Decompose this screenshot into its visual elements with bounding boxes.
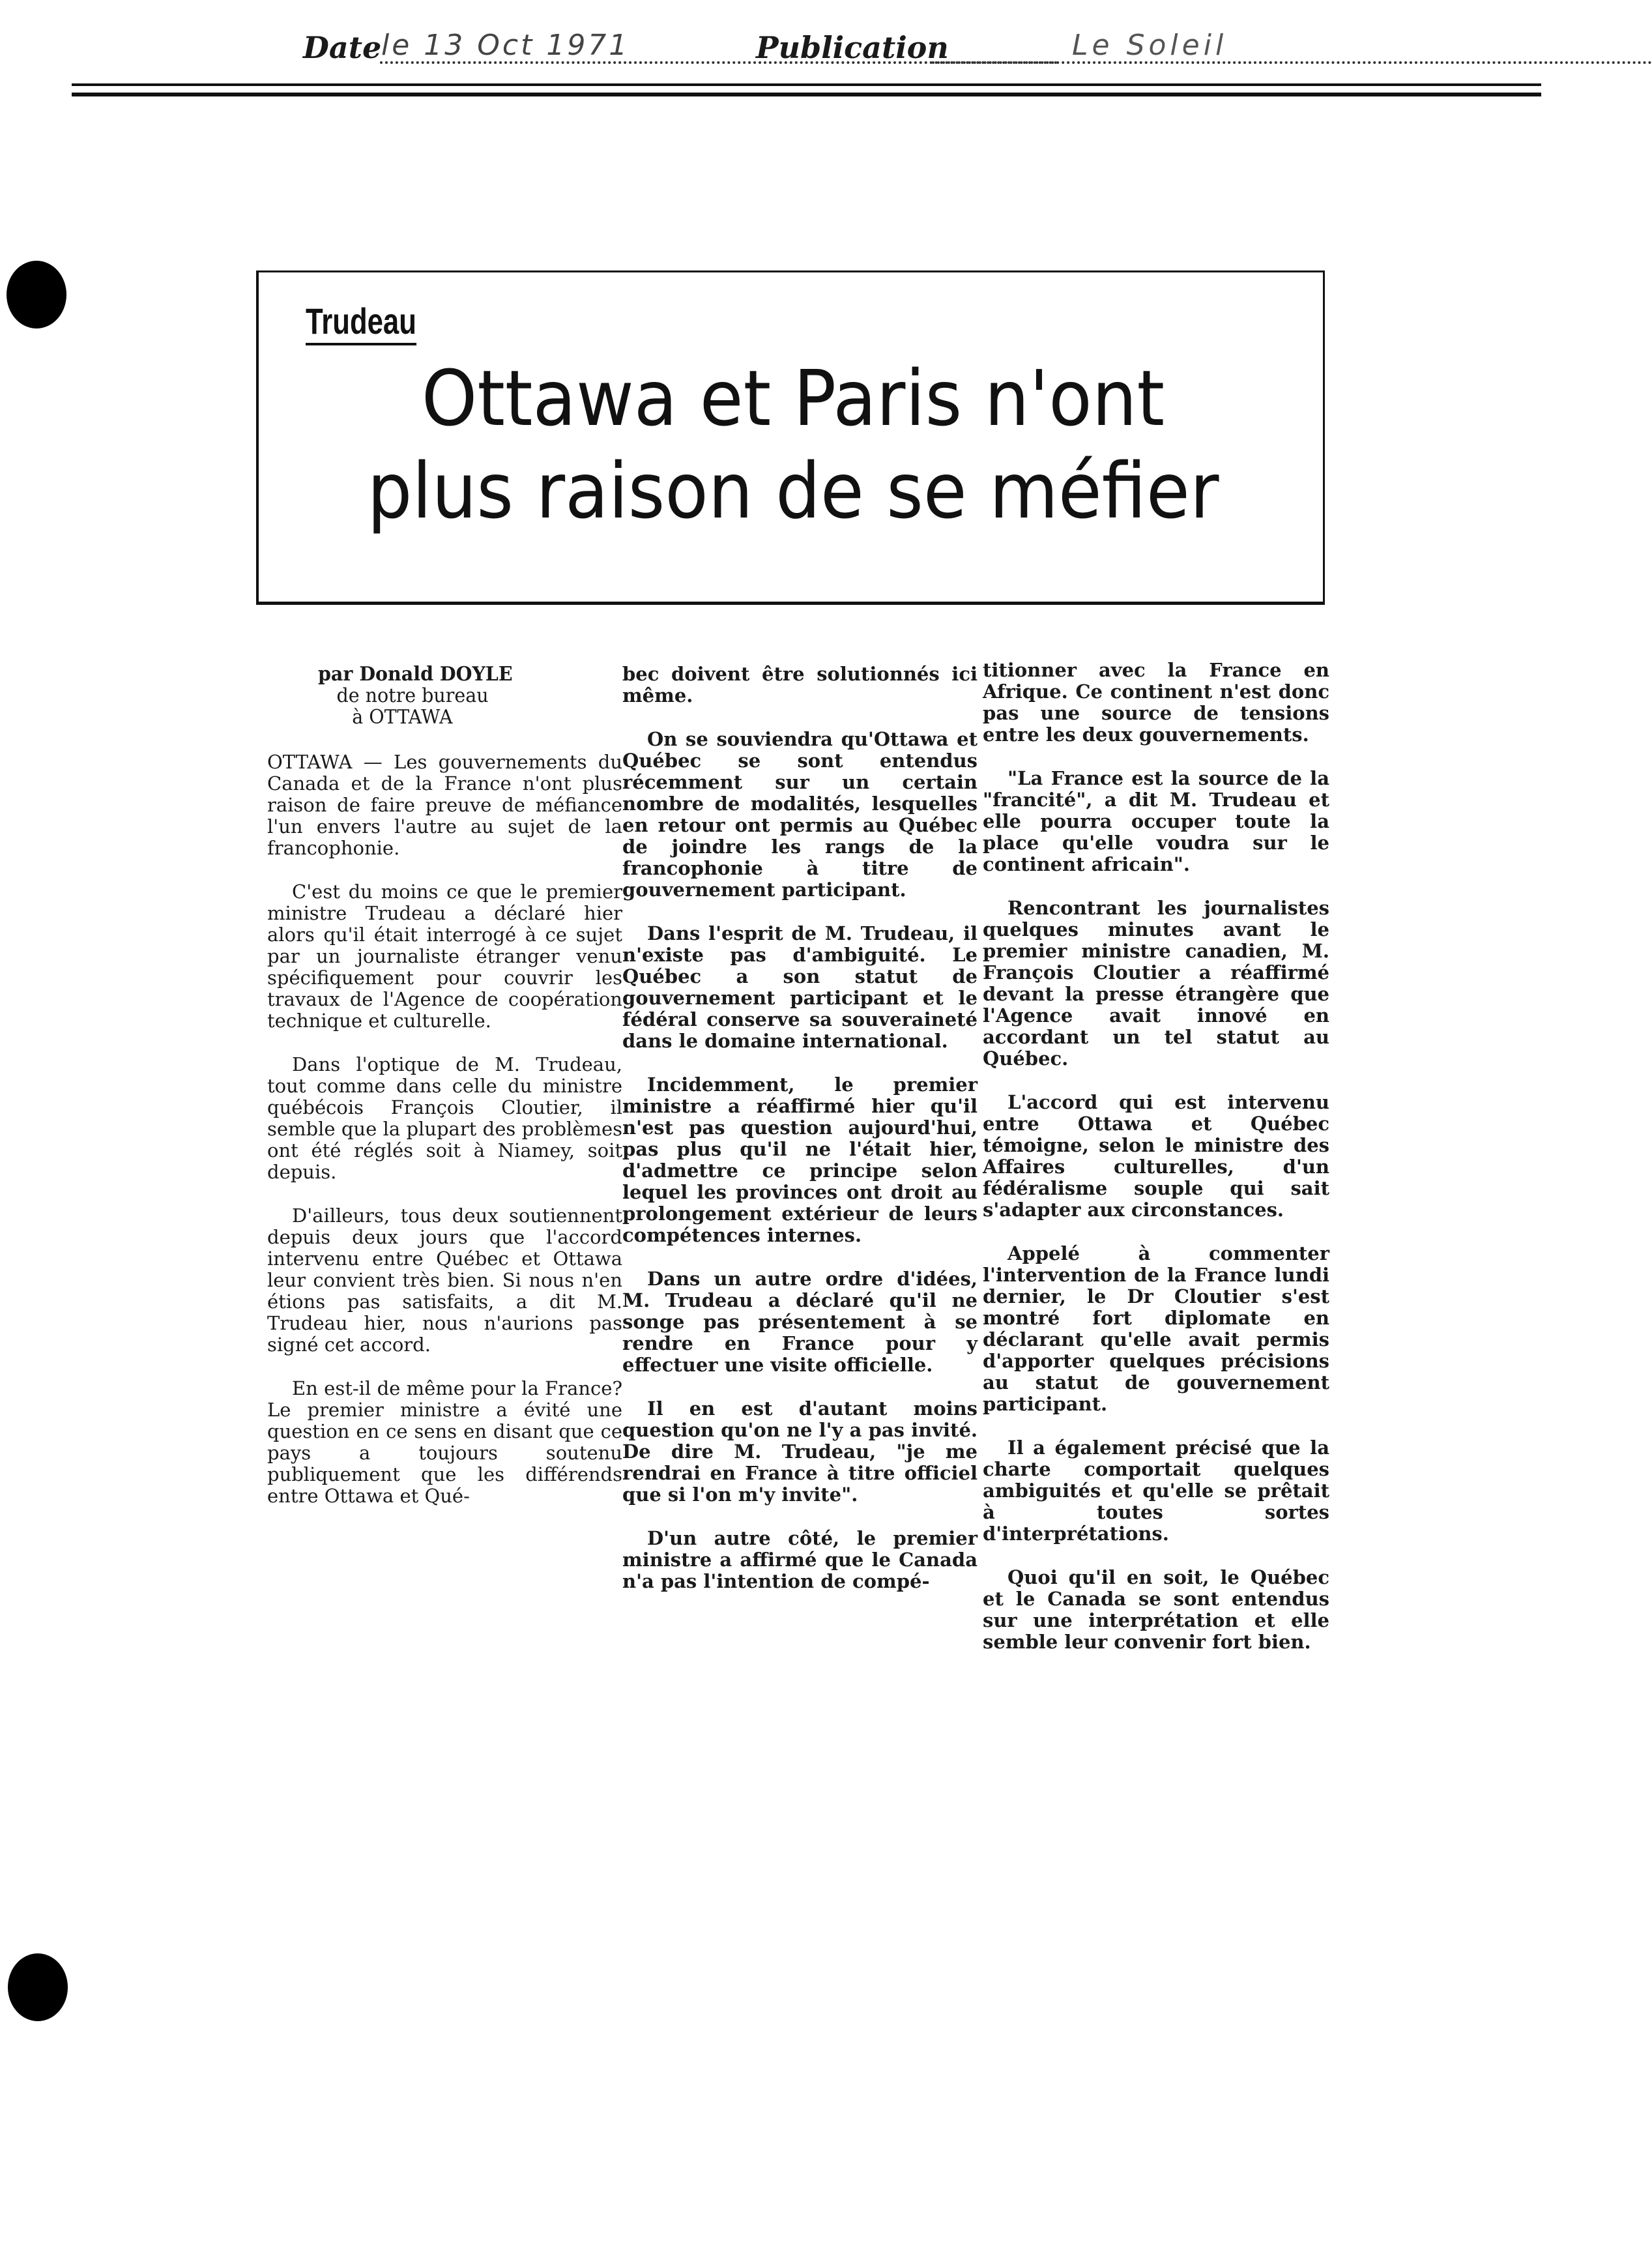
- paragraph: "La France est la source de la "francité", a dit M. Trudeau et elle pourra occuper toute la place qu'elle voudra sur le continent africain".: [983, 767, 1329, 875]
- paragraph: On se souviendra qu'Ottawa et Québec se sont entendus récemment sur un certain nombre de modalités, lesquelles en retour ont permis au Québec de joindre les rangs de la francophonie à titre de gouvernement participant.: [622, 728, 978, 901]
- paragraph: En est-il de même pour la France? Le premier ministre a évité une question en ce sens en disant que ce pays a toujours soutenu publiquement que les différends entre Ottawa et Qué-: [267, 1377, 622, 1507]
- publication-label: Publication: [756, 30, 949, 65]
- paragraph: Appelé à commenter l'intervention de la France lundi dernier, le Dr Cloutier s'est montré fort diplomate en déclarant qu'elle avait permis d'apporter quelques précisions au statut de gouvernement participant.: [983, 1242, 1329, 1415]
- paragraph: Quoi qu'il en soit, le Québec et le Canada se sont entendus sur une interprétation et elle semble leur convenir fort bien.: [983, 1566, 1329, 1653]
- byline-bureau: de notre bureau: [336, 684, 489, 707]
- paragraph: Dans l'esprit de M. Trudeau, il n'existe pas d'ambiguité. Le Québec a son statut de gouvernement participant et le fédéral conserve sa souveraineté dans le domaine international.: [622, 922, 978, 1052]
- header-rule-thin: [72, 83, 1541, 86]
- paragraph: D'un autre côté, le premier ministre a affirmé que le Canada n'a pas l'intention de compé-: [622, 1527, 978, 1592]
- paragraph: D'ailleurs, tous deux soutiennent depuis deux jours que l'accord intervenu entre Québec et Ottawa leur convient très bien. Si nous n'en étions pas satisfaits, a dit M. Trudeau hier, nous n'aurions pas signé cet accord.: [267, 1204, 622, 1356]
- headline-line: Ottawa et Paris n'ont: [421, 353, 1165, 443]
- paragraph: Dans un autre ordre d'idées, M. Trudeau a déclaré qu'il ne songe pas présentement à se rendre en France pour y effectuer une visite officielle.: [622, 1268, 978, 1376]
- paragraph: Il en est d'autant moins question qu'on ne l'y a pas invité. De dire M. Trudeau, "je me rendrai en France à titre officiel que si l'on m'y invite".: [622, 1397, 978, 1506]
- byline-author: par Donald DOYLE: [318, 663, 513, 686]
- header-rule-thick: [72, 93, 1541, 96]
- byline-location: à OTTAWA: [352, 706, 453, 729]
- paragraph: C'est du moins ce que le premier ministre Trudeau a déclaré hier alors qu'il était interrogé à ce sujet par un journaliste étranger venu spécifiquement pour couvrir les travaux de l'Agence de coopération technique et culturelle.: [267, 881, 622, 1032]
- paragraph: Rencontrant les journalistes quelques minutes avant le premier ministre canadien, M. François Cloutier a réaffirmé devant la presse étrangère que l'Agence avait innové en accordant un tel statut au Québec.: [983, 897, 1329, 1070]
- clipping-header: [303, 25, 1541, 70]
- headline-line: plus raison de se méfier: [367, 446, 1219, 536]
- publication-value: Le Soleil: [1072, 29, 1228, 62]
- article-column-2: [622, 664, 978, 1614]
- paragraph: Dans l'optique de M. Trudeau, tout comme dans celle du ministre québécois François Cloutier, il semble que la plupart des problèmes ont été réglés soit à Niamey, soit depuis.: [267, 1053, 622, 1183]
- publication-dotted-line: [932, 61, 1652, 64]
- paragraph: OTTAWA — Les gouvernements du Canada et de la France n'ont plus raison de faire preuve de méfiance l'un envers l'autre au sujet de la francophonie.: [267, 751, 622, 859]
- punch-hole-icon: [7, 261, 66, 328]
- article-column-1: [267, 752, 622, 1529]
- kicker: Trudeau: [306, 300, 416, 345]
- headline: [302, 352, 1285, 537]
- paragraph: Il a également précisé que la charte comportait quelques ambiguités et qu'elle se prêtait à toutes sortes d'interprétations.: [983, 1437, 1329, 1545]
- headline-box: [256, 270, 1325, 605]
- date-label: Date: [303, 30, 382, 65]
- paragraph: titionner avec la France en Afrique. Ce continent n'est donc pas une source de tensions entre les deux gouvernements.: [983, 659, 1329, 746]
- date-value: le 13 Oct 1971: [381, 29, 630, 62]
- article-column-3: [983, 660, 1329, 1675]
- paragraph: L'accord qui est intervenu entre Ottawa et Québec témoigne, selon le ministre des Affaires culturelles, d'un fédéralisme souple qui sait s'adapter aux circonstances.: [983, 1091, 1329, 1221]
- paragraph: bec doivent être solutionnés ici même.: [622, 663, 978, 707]
- paragraph: Incidemment, le premier ministre a réaffirmé hier qu'il n'est pas question aujourd'hui, pas plus qu'il ne l'était hier, d'admettre ce principe selon lequel les provinces ont droit au prolongement extérieur de leurs compétences internes.: [622, 1073, 978, 1246]
- punch-hole-icon: [8, 1953, 68, 2021]
- byline: [318, 664, 513, 728]
